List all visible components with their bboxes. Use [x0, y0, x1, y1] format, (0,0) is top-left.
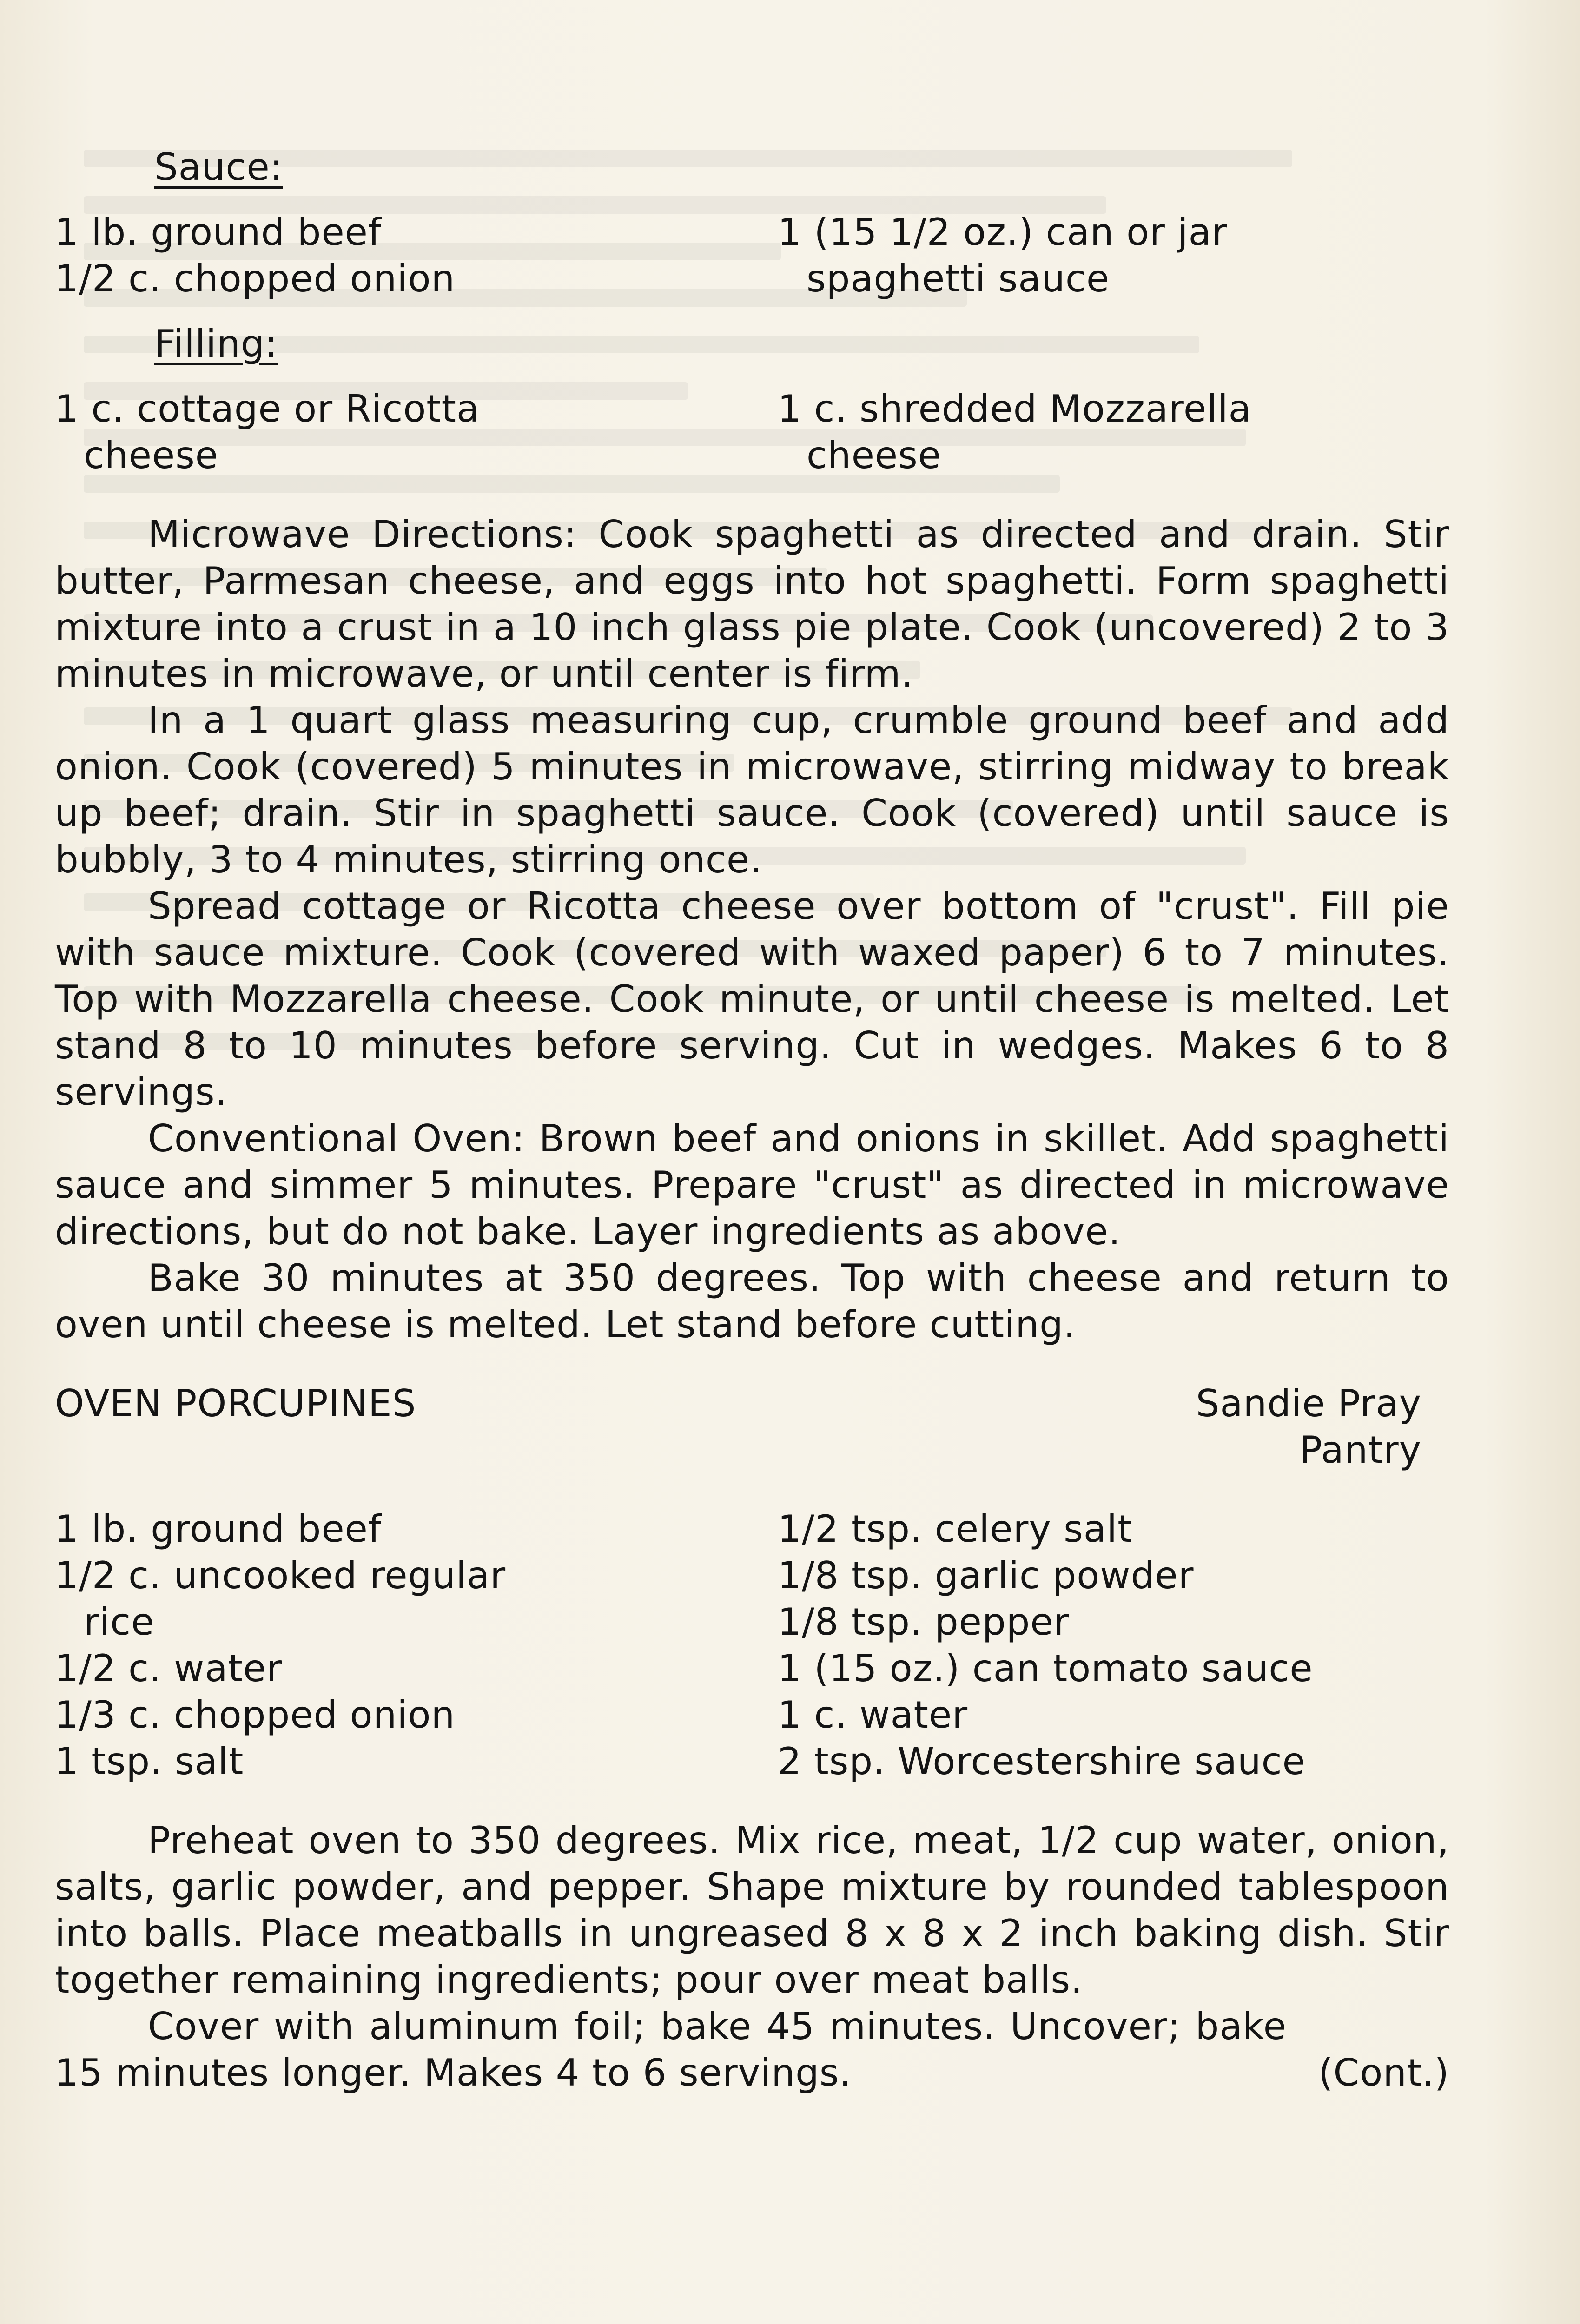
ingredient-line: cheese [84, 434, 219, 477]
recipe-section: Pantry [1300, 1428, 1421, 1472]
ingredient-line: 1 (15 oz.) can tomato sauce [778, 1647, 1313, 1690]
microwave-directions: Microwave Directions: Cook spaghetti as directed and drain. Stir butter, Parmesan cheese, and eggs into hot spaghetti. Form spaghetti mixture into a crust in a 10 inch glass pie plate. Cook (uncovered) 2 to 3 minutes in microwave, or until center is firm. [55, 513, 1449, 695]
ingredient-line: 1 c. water [778, 1693, 968, 1736]
ingredient-line: 1 c. cottage or Ricotta [55, 387, 480, 430]
ingredient-text: 1 tsp. salt [55, 1740, 244, 1783]
ingredient-text: 1/2 c. uncooked regular [55, 1554, 506, 1597]
final-paragraph-row [55, 2003, 1449, 2096]
conventional-oven-directions: Conventional Oven: Brown beef and onions in skillet. Add spaghetti sauce and simmer 5 minutes. Prepare "crust" as directed in microwave directions, but do not bake. Layer ingredients as above. [55, 1117, 1449, 1253]
recipe-title: OVEN PORCUPINES [55, 1382, 416, 1425]
filling-ingredients [55, 386, 1449, 479]
porcupine-ingredients [55, 1506, 1449, 1785]
direction-paragraph: Preheat oven to 350 degrees. Mix rice, meat, 1/2 cup water, onion, salts, garlic powder, and pepper. Shape mixture by rounded tablespoon into balls. Place meatballs in ungreased 8 x 8 x 2 inch baking dish. Stir together remaining ingredients; pour over meat balls. [55, 1819, 1449, 2001]
ingredient-line [55, 1692, 778, 1738]
ingredient-line: cheese [807, 434, 942, 477]
ingredient-line: 1/2 tsp. celery salt [778, 1507, 1133, 1551]
ingredient-line: 1 lb. ground beef [55, 211, 382, 254]
ingredient-continuation: rice [84, 1600, 155, 1644]
ingredient-text: 1 lb. ground beef [55, 1507, 382, 1551]
ingredient-text: 1/3 c. chopped onion [55, 1693, 456, 1736]
recipe-attribution [1196, 1380, 1421, 1473]
recipe-author: Sandie Pray [1196, 1382, 1421, 1425]
ingredient-line [55, 1645, 778, 1692]
direction-paragraph: In a 1 quart glass measuring cup, crumble ground beef and add onion. Cook (covered) 5 minutes in microwave, stirring midway to break up beef; drain. Stir in spaghetti sauce. Cook (covered) until sauce is bubbly, 3 to 4 minutes, stirring once. [55, 699, 1449, 881]
ingredient-text: 1/2 c. water [55, 1647, 282, 1690]
direction-paragraph: Spread cottage or Ricotta cheese over bottom of "crust". Fill pie with sauce mixture. Cook (covered with waxed paper) 6 to 7 minutes. Top with Mozzarella cheese. Cook minute, or until cheese is melted. Let stand 8 to 10 minutes before serving. Cut in wedges. Makes 6 to 8 servings. [55, 885, 1449, 1114]
recipe-title-row [55, 1380, 1421, 1473]
continued-marker: (Cont.) [1318, 2051, 1449, 2094]
ingredient-line: 1/2 c. chopped onion [55, 257, 456, 300]
ingredient-line [55, 1506, 778, 1552]
page-content [55, 144, 1449, 2096]
direction-paragraph: Bake 30 minutes at 350 degrees. Top with cheese and return to oven until cheese is melted. Let stand before cutting. [55, 1256, 1449, 1346]
ingredient-line: 1 c. shredded Mozzarella [778, 387, 1252, 430]
ingredient-line: 1/8 tsp. pepper [778, 1600, 1070, 1644]
filling-heading: Filling: [154, 322, 278, 365]
ingredient-line [55, 1738, 778, 1785]
ingredient-line: 1 (15 1/2 oz.) can or jar [778, 211, 1228, 254]
ingredient-line: 2 tsp. Worcestershire sauce [778, 1740, 1306, 1783]
sauce-heading: Sauce: [154, 145, 283, 189]
ingredient-line [55, 1552, 778, 1645]
ingredient-line: 1/8 tsp. garlic powder [778, 1554, 1194, 1597]
direction-paragraph: Cover with aluminum foil; bake 45 minutes. Uncover; bake 15 minutes longer. Makes 4 to 6 servings. [55, 2005, 1287, 2094]
sauce-ingredients [55, 209, 1449, 302]
ingredient-line: spaghetti sauce [807, 257, 1110, 300]
